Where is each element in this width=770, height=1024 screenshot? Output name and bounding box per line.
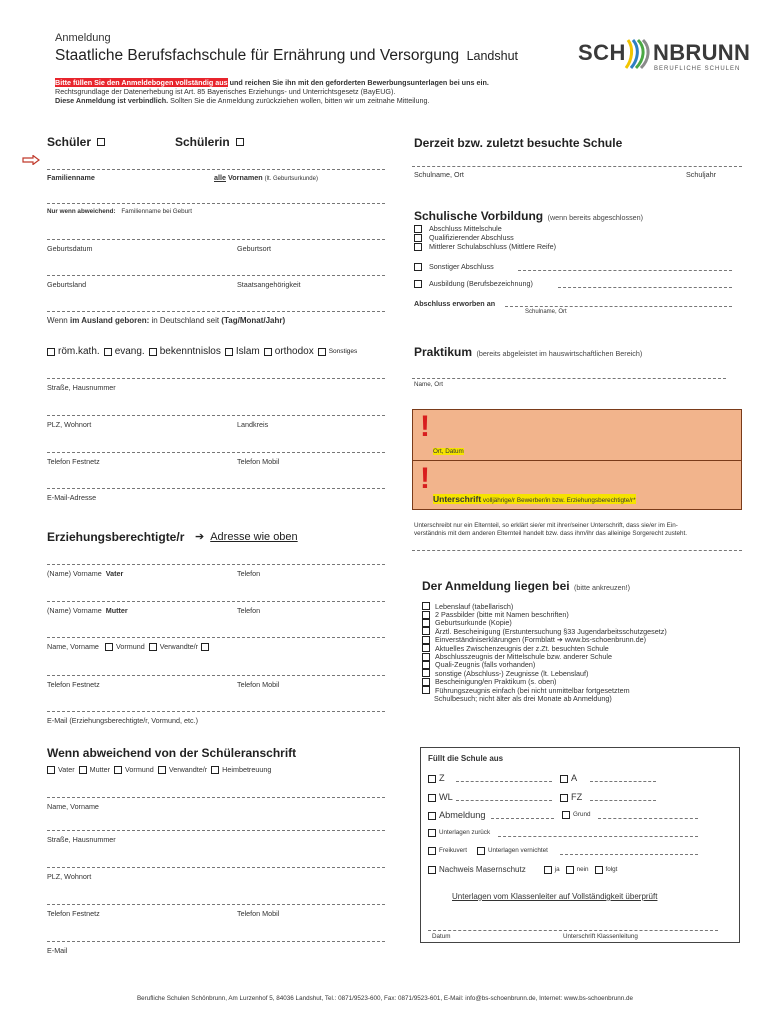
intro-highlight: Bitte füllen Sie den Anmeldebogen vollständig aus (55, 78, 228, 87)
prior-checkbox-1[interactable] (414, 234, 422, 242)
guardian-email-line[interactable] (47, 711, 385, 712)
prior-heading-row (414, 207, 643, 225)
vater-line[interactable] (47, 564, 385, 565)
praktikum-name-label: Name, Ort (414, 381, 444, 388)
office-freikuvert-checkbox[interactable] (428, 847, 436, 855)
attachment-checkbox-3[interactable] (422, 627, 430, 635)
same-address-row (195, 530, 298, 543)
office-unterschrift-label: Unterschrift Klassenleitung (563, 933, 638, 940)
prior-checkbox-0[interactable] (414, 225, 422, 233)
unterschrift-rest: volljährige/r Bewerber/in bzw. Erziehungsberechtigte/r* (481, 497, 636, 504)
vater-label: Vater (105, 569, 124, 578)
religion-row (47, 346, 357, 357)
diff-strasse-line[interactable] (47, 830, 385, 831)
office-folgt-checkbox[interactable] (595, 866, 603, 874)
sonstiger-label: Sonstiger Abschluss (429, 262, 494, 271)
erworben-sub-label: Schulname, Ort (525, 309, 567, 315)
landkreis-label: Landkreis (237, 420, 269, 429)
strasse-label: Straße, Hausnummer (47, 383, 116, 392)
attachments-list (422, 602, 667, 703)
mutter-label: Mutter (105, 606, 128, 615)
office-zurueck-row (428, 829, 490, 837)
office-z-line[interactable] (456, 781, 552, 782)
header (55, 32, 111, 44)
email-line[interactable] (47, 488, 385, 489)
guardian-tel-fest-label: Telefon Festnetz (47, 680, 100, 689)
diff-address-options (47, 765, 271, 774)
attachment-checkbox-6[interactable] (422, 653, 430, 661)
logo-swirl-icon (622, 38, 652, 70)
diff-email-line[interactable] (47, 941, 385, 942)
office-ja-label: ja (554, 866, 560, 873)
attachment-checkbox-10[interactable] (422, 686, 430, 694)
diff-option-label-0: Vater (58, 765, 75, 774)
ausland-row (47, 316, 285, 326)
office-vernichtet-line[interactable] (560, 854, 698, 855)
religion-checkbox-3[interactable] (225, 348, 233, 356)
sonstiger-row (414, 262, 494, 271)
telefon-line[interactable] (47, 452, 385, 453)
form-title-text: Staatliche Berufsfachschule für Ernährung und Versorgung (55, 47, 460, 64)
logo-text-right: NBRUNN (653, 40, 751, 65)
schueler-checkbox[interactable] (97, 138, 105, 146)
diff-option-checkbox-4[interactable] (211, 766, 219, 774)
guardians-heading: Erziehungsberechtigte/r (47, 530, 185, 544)
religion-checkbox-4[interactable] (264, 348, 272, 356)
exclaim-icon-2: ! (420, 462, 430, 495)
ausland-date: (Tag/Monat/Jahr) (221, 316, 286, 325)
praktikum-heading: Praktikum (414, 345, 473, 359)
prior-options (414, 224, 556, 251)
plz-label: PLZ, Wohnort (47, 420, 92, 429)
diff-option-label-3: Verwandte/r (168, 765, 208, 774)
mutter-telefon-label: Telefon (237, 606, 261, 615)
office-grund-line[interactable] (598, 818, 698, 819)
attachment-checkbox-5[interactable] (422, 644, 430, 652)
school-line[interactable] (412, 166, 742, 167)
office-nein-label: nein (576, 866, 589, 873)
binding-line (55, 96, 429, 105)
form-title-city: Landshut (466, 49, 519, 63)
same-address-link[interactable]: Adresse wie oben (210, 531, 298, 543)
familienname-label: Familienname (47, 173, 95, 182)
diff-strasse-label: Straße, Hausnummer (47, 835, 116, 844)
office-grund-label: Grund (573, 811, 591, 818)
diff-option-checkbox-1[interactable] (79, 766, 87, 774)
vormund-name-label: Name, Vorname (47, 642, 99, 651)
legal-line: Rechtsgrundlage der Datenerhebung ist Art. 85 Bayerisches Erziehungs- und Unterrichtsgesetz (BayEUG). (55, 87, 396, 96)
staatsangehoerigkeit-label: Staatsangehörigkeit (237, 280, 301, 289)
geburtsland-label: Geburtsland (47, 280, 87, 289)
office-fz-label: FZ (571, 792, 583, 802)
ausland-bold: im Ausland geboren: (69, 316, 150, 325)
strasse-line[interactable] (47, 378, 385, 379)
office-folgt-label: folgt (605, 866, 618, 873)
office-vernichtet-checkbox[interactable] (477, 847, 485, 855)
religion-checkbox-2[interactable] (149, 348, 157, 356)
guardian-tel-mobil-label: Telefon Mobil (237, 680, 280, 689)
signature-divider (413, 460, 741, 461)
office-freikuvert-label: Freikuvert (439, 847, 467, 854)
prior-note: (wenn bereits abgeschlossen) (547, 213, 644, 222)
office-wl-row (428, 792, 453, 803)
attachment-label-3: Ärztl. Bescheinigung (Erstuntersuchung §33 Jugendarbeitsschutzgesetz) (435, 626, 667, 636)
praktikum-note: (bereits abgeleistet im hauswirtschaftlichen Bereich) (476, 349, 643, 358)
form-kicker: Anmeldung (55, 32, 111, 44)
pointer-arrow-icon (22, 155, 40, 165)
religion-other-label: Sonstiges (328, 348, 358, 355)
attachment-checkbox-7[interactable] (422, 661, 430, 669)
diff-email-label: E-Mail (47, 946, 68, 955)
office-datum-label: Datum (432, 933, 451, 940)
office-masern-row (428, 865, 617, 875)
prior-checkbox-2[interactable] (414, 243, 422, 251)
vater-telefon-label: Telefon (237, 569, 261, 578)
geburtsort-label: Geburtsort (237, 244, 271, 253)
ausbildung-line[interactable] (558, 287, 732, 288)
signature-box (412, 409, 742, 510)
mutter-row (47, 606, 128, 615)
signature-note-2: verständnis mit dem anderen Elternteil handelt bzw. dass ihm/ihr das alleinige Sorgerecht zusteht. (414, 530, 688, 537)
schuelerin-checkbox[interactable] (236, 138, 244, 146)
ausbildung-checkbox[interactable] (414, 280, 422, 288)
religion-checkbox-0[interactable] (47, 348, 55, 356)
office-grund-row (562, 811, 591, 819)
attachment-checkbox-4[interactable] (422, 636, 430, 644)
geburtsdatum-line[interactable] (47, 239, 385, 240)
attachment-label-2: Geburtsurkunde (Kopie) (435, 618, 512, 628)
vornamen-text: Vornamen (226, 173, 263, 182)
sonstiger-checkbox[interactable] (414, 263, 422, 271)
office-a-row (560, 773, 577, 784)
diff-name-line[interactable] (47, 797, 385, 798)
mutter-line[interactable] (47, 601, 385, 602)
diff-name-label: Name, Vorname (47, 802, 99, 811)
same-address-arrow-icon: ➔ (195, 531, 205, 543)
religion-checkbox-1[interactable] (104, 348, 112, 356)
signature-note-1: Unterschreibt nur ein Elternteil, so erklärt sie/er mit ihrer/seiner Unterschrift, dass sie/er im Ein- (414, 522, 678, 529)
diff-option-checkbox-2[interactable] (114, 766, 122, 774)
ausland-line[interactable] (47, 311, 385, 312)
prior-heading: Schulische Vorbildung (414, 209, 544, 223)
gender-schuelerin (175, 135, 247, 149)
office-abmeldung-label: Abmeldung (439, 810, 486, 820)
geburtsdatum-label: Geburtsdatum (47, 244, 93, 253)
attachment-checkbox-1[interactable] (422, 611, 430, 619)
schuljahr-label: Schuljahr (686, 170, 716, 179)
tel-fest-label: Telefon Festnetz (47, 457, 100, 466)
abweichend-field: Familienname bei Geburt (121, 208, 193, 215)
attachments-heading: Der Anmeldung liegen bei (422, 579, 570, 593)
diff-tel-mobil-label: Telefon Mobil (237, 909, 280, 918)
prior-label-1: Qualifizierender Abschluss (429, 233, 514, 242)
gender-schueler (47, 135, 108, 149)
erworben-line[interactable] (505, 306, 732, 307)
ausland-rest: in Deutschland seit (149, 316, 222, 325)
office-zurueck-checkbox[interactable] (428, 829, 436, 837)
vornamen-label (214, 173, 318, 184)
office-heading: Füllt die Schule aus (428, 754, 504, 763)
office-a-line[interactable] (590, 781, 656, 782)
vornamen-note: (lt. Geburtsurkunde) (264, 176, 318, 182)
office-wl-line[interactable] (456, 800, 552, 801)
attachment-label-9: Bescheinigung/en Praktikum (s. oben) (435, 677, 557, 687)
office-vernichtet-label: Unterlagen vernichtet (488, 847, 548, 854)
tel-mobil-label: Telefon Mobil (237, 457, 280, 466)
guardian-tel-line[interactable] (47, 675, 385, 676)
diff-option-checkbox-0[interactable] (47, 766, 55, 774)
binding-bold: Diese Anmeldung ist verbindlich. (55, 96, 169, 105)
vater-row (47, 569, 123, 578)
office-z-label: Z (439, 773, 445, 783)
vater-pre: (Name) Vorname (47, 569, 102, 578)
school-logo (578, 38, 751, 78)
office-checked-label: Unterlagen vom Klassenleiter auf Vollständigkeit überprüft (452, 892, 658, 901)
attachments-note: (bitte ankreuzen!) (574, 583, 630, 592)
footer-text: Berufliche Schulen Schönbrunn, Am Lurzenhof 5, 84036 Landshut, Tel.: 0871/9523-600, Fax: 0871/9523-601, E-Mail: info@bs-schoenbrunn.de, Internet: www.bs-schoenbrunn.de (136, 995, 633, 1002)
form-title (55, 47, 518, 65)
intro-rest: und reichen Sie ihn mit den geforderten Bewerbungsunterlagen bei uns ein. (227, 78, 489, 87)
office-abmeldung-line[interactable] (491, 818, 554, 819)
attachment-checkbox-8[interactable] (422, 669, 430, 677)
office-abmeldung-checkbox[interactable] (428, 812, 436, 820)
attachment-label-6: Abschlusszeugnis der Mittelschule bzw. anderer Schule (435, 652, 612, 662)
erworben-label: Abschluss erworben an (414, 299, 496, 308)
unterschrift-bold: Unterschrift (433, 494, 482, 504)
ausbildung-label: Ausbildung (Berufsbezeichnung) (429, 279, 533, 288)
geburtsland-line[interactable] (47, 275, 385, 276)
diff-tel-line[interactable] (47, 904, 385, 905)
office-wl-label: WL (439, 792, 453, 802)
diff-option-label-1: Mutter (89, 765, 111, 774)
attachment-checkbox-0[interactable] (422, 602, 430, 610)
familienname-line[interactable] (47, 169, 385, 170)
abweichend-row (47, 208, 192, 216)
verwandte-extra-checkbox[interactable] (201, 643, 209, 651)
vornamen-pre: alle (214, 173, 226, 182)
prior-label-2: Mittlerer Schulabschluss (Mittlere Reife) (429, 242, 557, 251)
signature-note-line (412, 550, 742, 551)
praktikum-heading-row (414, 343, 642, 361)
logo-text-left: SCH (578, 40, 626, 65)
office-abmeldung-row (428, 810, 485, 821)
logo-subtitle: BERUFLICHE SCHULEN (654, 66, 741, 72)
office-a-label: A (571, 773, 578, 783)
office-z-row (428, 773, 445, 784)
office-z-checkbox[interactable] (428, 775, 436, 783)
attachment-last-line: Schulbesuch; nicht älter als drei Monate ab Anmeldung) (434, 694, 612, 704)
attachment-label-10: Führungszeugnis einfach (bei nicht unmittelbar fortgesetztem (435, 685, 630, 695)
diff-option-checkbox-3[interactable] (158, 766, 166, 774)
diff-address-heading: Wenn abweichend von der Schüleranschrift (47, 746, 297, 760)
office-a-checkbox[interactable] (560, 775, 568, 783)
diff-option-label-4: Heimbetreuung (222, 765, 272, 774)
vormund-label: Vormund (115, 642, 145, 651)
office-wl-checkbox[interactable] (428, 794, 436, 802)
school-heading: Derzeit bzw. zuletzt besuchte Schule (414, 136, 623, 150)
attachment-checkbox-2[interactable] (422, 619, 430, 627)
verwandte-checkbox[interactable] (149, 643, 157, 651)
religion-label-3: Islam (235, 346, 260, 357)
attachment-label-7: Quali-Zeugnis (falls vorhanden) (435, 660, 536, 670)
prior-label-0: Abschluss Mittelschule (429, 224, 502, 233)
diff-option-label-2: Vormund (125, 765, 154, 774)
email-label: E-Mail-Adresse (47, 493, 97, 502)
religion-label-1: evang. (114, 346, 145, 357)
unterschrift-label (433, 494, 636, 504)
vormund-row (47, 642, 212, 651)
attachment-label-1: 2 Passbilder (bitte mit Namen beschriften) (435, 610, 569, 620)
praktikum-line[interactable] (412, 378, 726, 379)
abweichend-label: Nur wenn abweichend: (47, 208, 116, 215)
diff-plz-label: PLZ, Wohnort (47, 872, 92, 881)
office-fz-checkbox[interactable] (560, 794, 568, 802)
attachment-checkbox-9[interactable] (422, 678, 430, 686)
intro-line (55, 78, 489, 87)
office-grund-checkbox[interactable] (562, 811, 570, 819)
office-zurueck-line[interactable] (498, 836, 698, 837)
mutter-pre: (Name) Vorname (47, 606, 102, 615)
ausbildung-row (414, 279, 533, 288)
schueler-label: Schüler (47, 135, 92, 149)
schuelerin-label: Schülerin (175, 135, 230, 149)
religion-label-0: röm.kath. (58, 346, 100, 357)
religion-checkbox-5[interactable] (318, 348, 326, 356)
attachment-label-5: Aktuelles Zwischenzeugnis der z.Zt. besuchten Schule (435, 643, 609, 653)
abweichend-line[interactable] (47, 203, 385, 204)
office-zurueck-label: Unterlagen zurück (439, 829, 491, 836)
office-signature-line[interactable] (428, 930, 718, 931)
ausland-pre: Wenn (47, 316, 70, 325)
office-fz-row (560, 792, 582, 803)
office-fz-line[interactable] (590, 800, 656, 801)
diff-tel-fest-label: Telefon Festnetz (47, 909, 100, 918)
religion-label-2: bekenntnislos (159, 346, 221, 357)
attachments-heading-row (422, 577, 630, 595)
attachment-label-8: sonstige (Abschluss-) Zeugnisse (lt. Lebenslauf) (435, 668, 589, 678)
office-masern-label: Nachweis Masernschutz (439, 865, 526, 874)
vormund-checkbox[interactable] (105, 643, 113, 651)
vormund-line[interactable] (47, 637, 385, 638)
diff-plz-line[interactable] (47, 867, 385, 868)
sonstiger-line[interactable] (518, 270, 732, 271)
verwandte-label: Verwandte/r (159, 642, 199, 651)
office-box (420, 747, 740, 943)
attachment-label-0: Lebenslauf (tabellarisch) (435, 601, 514, 611)
office-masern-checkbox[interactable] (428, 866, 436, 874)
ort-datum-label: Ort, Datum (433, 448, 464, 455)
office-nein-checkbox[interactable] (566, 866, 574, 874)
religion-label-4: orthodox (274, 346, 314, 357)
attachment-label-4: Einverständniserklärungen (Formblatt ➔ www.bs-schoenbrunn.de) (435, 635, 646, 645)
office-freikuvert-row (428, 847, 548, 855)
schulname-label: Schulname, Ort (414, 170, 464, 179)
guardian-email-label: E-Mail (Erziehungsberechtigte/r, Vormund, etc.) (47, 716, 199, 725)
exclaim-icon-1: ! (420, 410, 430, 443)
plz-line[interactable] (47, 415, 385, 416)
binding-rest: Sollten Sie die Anmeldung zurückziehen wollen, bitten wir um zeitnahe Mitteilung. (168, 96, 430, 105)
office-ja-checkbox[interactable] (544, 866, 552, 874)
